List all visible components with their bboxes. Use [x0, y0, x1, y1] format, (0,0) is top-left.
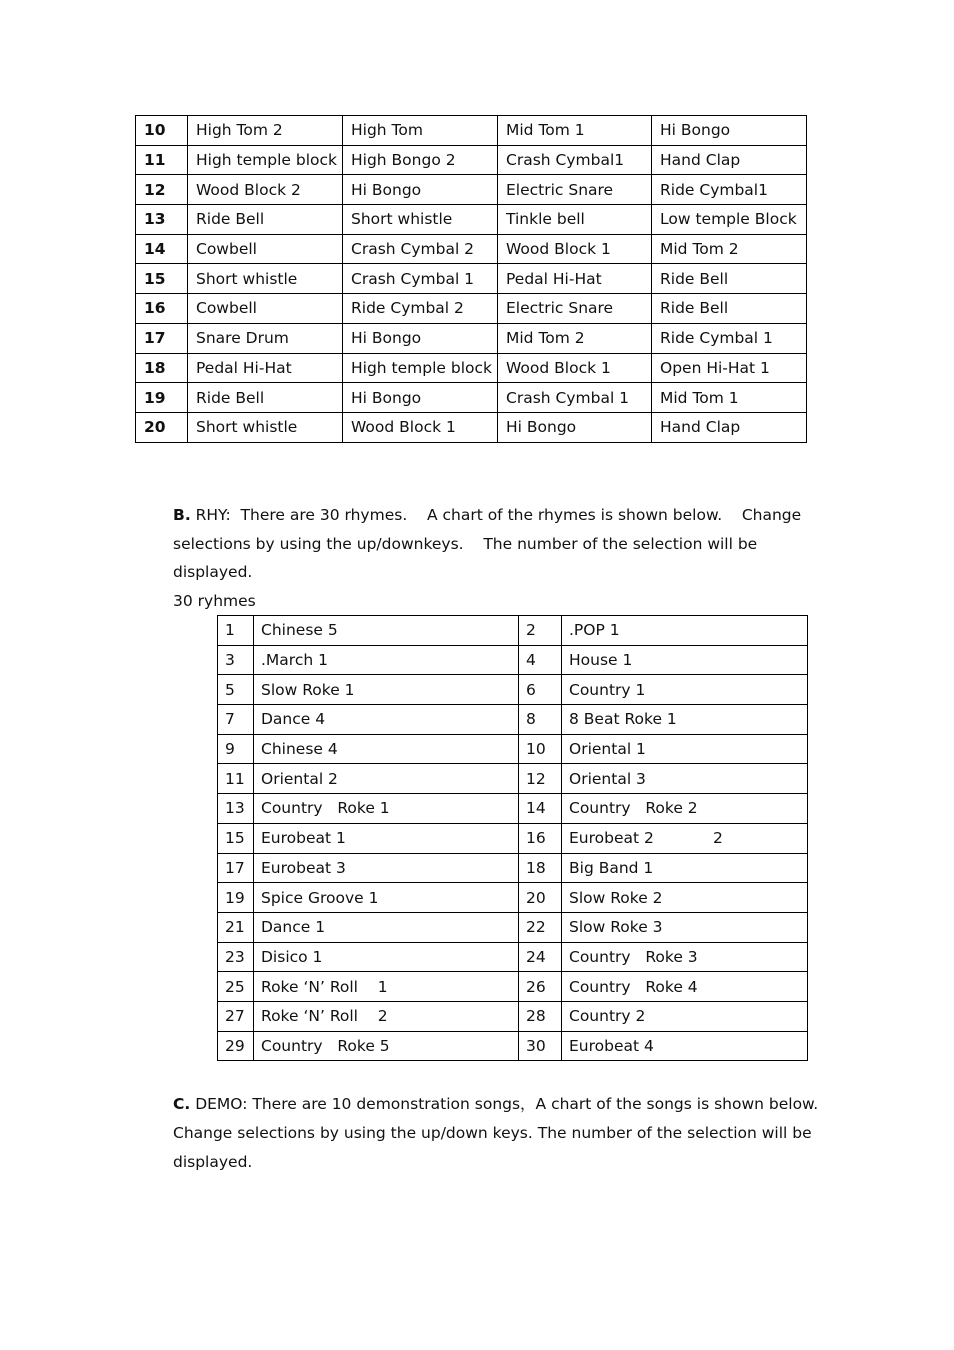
table-row: [218, 823, 808, 853]
row-number: 11: [136, 145, 188, 175]
row-number: 19: [136, 383, 188, 413]
sound-cell: Hi Bongo: [343, 383, 498, 413]
sound-cell: Snare Drum: [188, 323, 343, 353]
rhyme-name: .POP 1: [562, 616, 808, 646]
row-number: 18: [136, 353, 188, 383]
table-row: [136, 412, 807, 442]
table-row: [218, 1001, 808, 1031]
rhyme-number: 15: [218, 823, 254, 853]
table-row: [136, 175, 807, 205]
table-row: [218, 942, 808, 972]
sound-cell: Hand Clap: [652, 412, 807, 442]
sound-cell: Pedal Hi-Hat: [188, 353, 343, 383]
sound-cell: Crash Cymbal 1: [498, 383, 652, 413]
sound-cell: Mid Tom 1: [652, 383, 807, 413]
rhyme-number: 14: [519, 794, 562, 824]
rhyme-name: Big Band 1: [562, 853, 808, 883]
sound-cell: Short whistle: [188, 264, 343, 294]
rhyme-name: Slow Roke 1: [254, 675, 519, 705]
rhyme-name: Oriental 2: [254, 764, 519, 794]
sound-cell: Mid Tom 2: [498, 323, 652, 353]
rhyme-name: Dance 4: [254, 705, 519, 735]
sound-cell: Crash Cymbal 2: [343, 234, 498, 264]
rhyme-number: 4: [519, 645, 562, 675]
sound-cell: Pedal Hi-Hat: [498, 264, 652, 294]
row-number: 10: [136, 116, 188, 146]
rhyme-name: Country 2: [562, 1001, 808, 1031]
sound-cell: Hand Clap: [652, 145, 807, 175]
rhyme-name: Country Roke 5: [254, 1031, 519, 1061]
rhyme-number: 24: [519, 942, 562, 972]
rhyme-number: 1: [218, 616, 254, 646]
sound-cell: Hi Bongo: [343, 323, 498, 353]
section-b-text: RHY: There are 30 rhymes. A chart of the rhymes is shown below. Change selections by using the up/downkeys. The number of the selection will be displayed.: [173, 506, 807, 581]
rhyme-name: Slow Roke 3: [562, 912, 808, 942]
rhyme-name: Chinese 4: [254, 734, 519, 764]
section-c-lead: C.: [173, 1095, 191, 1113]
row-number: 14: [136, 234, 188, 264]
section-c-paragraph: [173, 1090, 823, 1177]
sound-cell: High temple block: [343, 353, 498, 383]
sound-cell: Wood Block 1: [498, 353, 652, 383]
rhyme-number: 20: [519, 883, 562, 913]
rhyme-name: Oriental 1: [562, 734, 808, 764]
rhyme-number: 18: [519, 853, 562, 883]
table-row: [136, 323, 807, 353]
rhyme-number: 13: [218, 794, 254, 824]
rhyme-number: 21: [218, 912, 254, 942]
rhyme-name: Eurobeat 3: [254, 853, 519, 883]
rhyme-number: 27: [218, 1001, 254, 1031]
rhyme-name: Oriental 3: [562, 764, 808, 794]
sound-cell: Ride Cymbal1: [652, 175, 807, 205]
sound-cell: Short whistle: [343, 205, 498, 235]
rhyme-name: Country Roke 3: [562, 942, 808, 972]
sound-cell: Mid Tom 2: [652, 234, 807, 264]
table-row: [136, 205, 807, 235]
row-number: 20: [136, 412, 188, 442]
row-number: 12: [136, 175, 188, 205]
rhymes-table: [217, 615, 808, 1061]
row-number: 15: [136, 264, 188, 294]
table-row: [218, 1031, 808, 1061]
table-row: [136, 383, 807, 413]
section-b-paragraph: [173, 501, 823, 587]
rhyme-name: Disico 1: [254, 942, 519, 972]
rhyme-number: 26: [519, 972, 562, 1002]
table-row: [136, 116, 807, 146]
sound-cell: High Bongo 2: [343, 145, 498, 175]
sound-cell: Hi Bongo: [498, 412, 652, 442]
rhymes-caption: 30 ryhmes: [173, 592, 256, 610]
rhyme-name: Eurobeat 4: [562, 1031, 808, 1061]
rhyme-name: House 1: [562, 645, 808, 675]
rhyme-name: Roke ‘N’ Roll 2: [254, 1001, 519, 1031]
rhyme-number: 29: [218, 1031, 254, 1061]
row-number: 13: [136, 205, 188, 235]
rhyme-number: 9: [218, 734, 254, 764]
sound-cell: Ride Bell: [188, 205, 343, 235]
sound-cell: Open Hi-Hat 1: [652, 353, 807, 383]
sound-cell: Wood Block 2: [188, 175, 343, 205]
sound-cell: Ride Bell: [652, 264, 807, 294]
rhyme-number: 28: [519, 1001, 562, 1031]
sound-cell: Electric Snare: [498, 294, 652, 324]
table-row: [136, 264, 807, 294]
sound-cell: Ride Bell: [188, 383, 343, 413]
rhyme-name: Spice Groove 1: [254, 883, 519, 913]
table-row: [218, 616, 808, 646]
rhyme-name: Dance 1: [254, 912, 519, 942]
rhyme-number: 2: [519, 616, 562, 646]
table-row: [218, 645, 808, 675]
rhyme-number: 22: [519, 912, 562, 942]
rhyme-name: Chinese 5: [254, 616, 519, 646]
rhyme-number: 25: [218, 972, 254, 1002]
sound-cell: Short whistle: [188, 412, 343, 442]
sound-cell: Hi Bongo: [652, 116, 807, 146]
sound-cell: Cowbell: [188, 234, 343, 264]
rhyme-number: 12: [519, 764, 562, 794]
rhyme-number: 17: [218, 853, 254, 883]
rhyme-name: Country Roke 4: [562, 972, 808, 1002]
rhyme-name: Slow Roke 2: [562, 883, 808, 913]
sound-cell: Ride Cymbal 1: [652, 323, 807, 353]
rhyme-number: 11: [218, 764, 254, 794]
rhyme-number: 8: [519, 705, 562, 735]
rhyme-number: 3: [218, 645, 254, 675]
rhyme-name: Roke ‘N’ Roll 1: [254, 972, 519, 1002]
rhyme-name: Eurobeat 2 2: [562, 823, 808, 853]
rhyme-number: 19: [218, 883, 254, 913]
drum-sound-table: [135, 115, 807, 443]
sound-cell: High Tom 2: [188, 116, 343, 146]
sound-cell: Hi Bongo: [343, 175, 498, 205]
table-row: [218, 675, 808, 705]
table-row: [136, 294, 807, 324]
sound-cell: Wood Block 1: [498, 234, 652, 264]
rhyme-name: Eurobeat 1: [254, 823, 519, 853]
table-row: [218, 705, 808, 735]
rhyme-number: 23: [218, 942, 254, 972]
table-row: [218, 883, 808, 913]
rhyme-name: .March 1: [254, 645, 519, 675]
rhyme-number: 5: [218, 675, 254, 705]
rhyme-name: Country Roke 1: [254, 794, 519, 824]
sound-cell: Electric Snare: [498, 175, 652, 205]
sound-cell: Wood Block 1: [343, 412, 498, 442]
sound-cell: Crash Cymbal1: [498, 145, 652, 175]
rhyme-number: 16: [519, 823, 562, 853]
sound-cell: Ride Cymbal 2: [343, 294, 498, 324]
table-row: [218, 912, 808, 942]
rhyme-number: 7: [218, 705, 254, 735]
table-row: [218, 853, 808, 883]
rhyme-number: 6: [519, 675, 562, 705]
rhyme-number: 30: [519, 1031, 562, 1061]
table-row: [218, 972, 808, 1002]
table-row: [136, 234, 807, 264]
table-row: [136, 145, 807, 175]
table-row: [136, 353, 807, 383]
rhyme-number: 10: [519, 734, 562, 764]
rhyme-name: Country Roke 2: [562, 794, 808, 824]
sound-cell: Crash Cymbal 1: [343, 264, 498, 294]
row-number: 17: [136, 323, 188, 353]
sound-cell: Cowbell: [188, 294, 343, 324]
section-c-text: DEMO: There are 10 demonstration songs，A chart of the songs is shown below. Change selections by using the up/down keys. The number of the selection will be displayed.: [173, 1095, 824, 1171]
sound-cell: Ride Bell: [652, 294, 807, 324]
table-row: [218, 794, 808, 824]
sound-cell: Mid Tom 1: [498, 116, 652, 146]
sound-cell: Low temple Block: [652, 205, 807, 235]
rhyme-name: Country 1: [562, 675, 808, 705]
row-number: 16: [136, 294, 188, 324]
sound-cell: High temple block: [188, 145, 343, 175]
table-row: [218, 764, 808, 794]
rhyme-name: 8 Beat Roke 1: [562, 705, 808, 735]
section-b-lead: B.: [173, 506, 191, 524]
sound-cell: High Tom: [343, 116, 498, 146]
table-row: [218, 734, 808, 764]
sound-cell: Tinkle bell: [498, 205, 652, 235]
